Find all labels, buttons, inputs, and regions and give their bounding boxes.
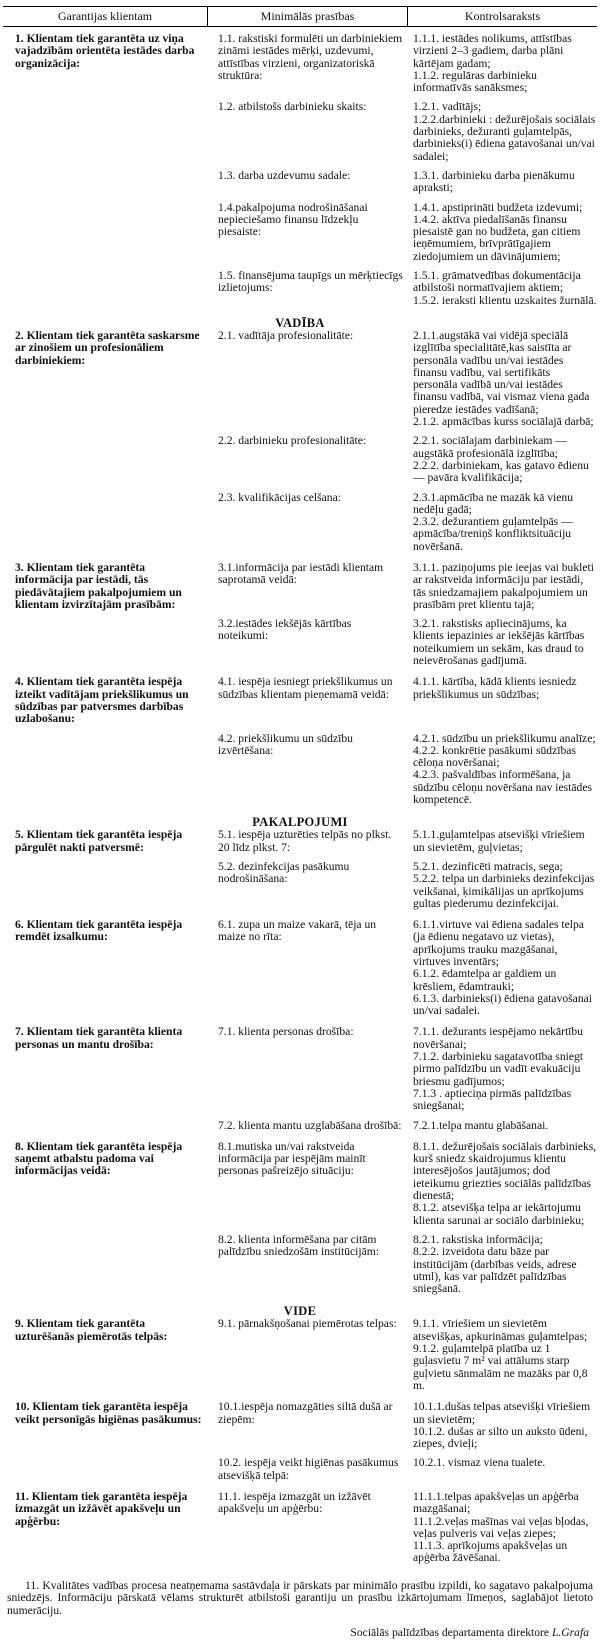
header-requirements: Minimālās prasības [208, 7, 408, 26]
checklist-item: 1.5.1. grāmatvedības dokumentācija atbilstoši normatīvajiem aktiem; [413, 269, 581, 295]
table-row [3, 618, 597, 667]
section-title: VIDE [283, 1304, 317, 1319]
table-row [3, 562, 597, 611]
requirement-cell: 2.3. kvalifikācijas celšana: [218, 490, 341, 504]
checklist-cell [408, 676, 597, 725]
checklist-cell [408, 733, 597, 807]
guarantee-cell: 10. Klientam tiek garantēta iespēja veikt personīgās higiēnas pasākumus: [15, 1400, 202, 1426]
empty-cell [3, 270, 208, 307]
requirement-cell: 3.2.iestādes iekšējās kārtības noteikumi: [218, 617, 352, 643]
checklist-item: 10.1.1.dušas telpas atsevišķi vīriešiem un sievietēm; [413, 1400, 591, 1426]
requirement-cell: 5.1. iespēja uzturēties telpās no plkst. 20 līdz plkst. 7: [218, 828, 392, 854]
checklist-item: 1.4.2. aktīva piedalīšanās finansu piesaistē gan no budžeta, gan citiem ieņēmumiem, brīvprātīgajiem ziedojumiem un dāvinājumiem; [413, 212, 581, 263]
table-row [3, 330, 597, 428]
empty-cell [3, 1120, 208, 1132]
checklist-item: 8.2.2. izveidota datu bāze par institūcijām (darbības veids, adrese utml), kas var palīdzēt palīdzības sniegšanā. [413, 1245, 577, 1296]
empty-cell [3, 170, 208, 195]
checklist-cell [408, 1401, 597, 1450]
requirement-cell: 1.1. rakstiski formulēti un darbiniekiem zināmi iestādes mērķi, uzdevumi, attīstības virzieni, organizatoriskā struktūra: [218, 32, 403, 82]
empty-cell [3, 492, 208, 553]
guarantee-cell: 2. Klientam tiek garantēta saskarsme ar zinošiem un profesionāliem darbiniekiem: [15, 328, 200, 367]
requirement-cell: 4.2. priekšlikumu un sūdzību izvērtēšana: [218, 731, 353, 757]
checklist-item: 4.2.2. konkrētie pasākumi sūdzības cēloņa novēršanai; [413, 743, 576, 770]
guarantee-cell: 3. Klientam tiek garantēta informācija par iestādi, tās piedāvātajiem pakalpojumiem un klientam izvirzītajām prasībām: [15, 560, 182, 611]
checklist-cell [408, 829, 597, 854]
guarantee-cell: 9. Klientam tiek garantēta uzturēšanās piemērotās telpās: [15, 1317, 168, 1343]
checklist-cell [408, 435, 597, 484]
requirement-cell: 1.3. darba uzdevumu sadale: [218, 168, 351, 182]
section-title: VADĪBA [275, 315, 325, 330]
table-body [3, 27, 597, 1574]
requirement-cell: 5.2. dezinfekcijas pasākumu nodrošināšana: [218, 859, 350, 886]
header-guarantees: Garantijas klientam [3, 7, 208, 26]
checklist-cell [408, 1491, 597, 1565]
checklist-item: 6.1.1.virtuve vai ēdiena sadales telpa (ja ēdienu negatavo uz vietas), aprīkojums trauku mazgāšanai, virtuves inventārs; [413, 918, 584, 968]
guarantee-cell: 7. Klientam tiek garantēta klienta personas un mantu drošība: [15, 1025, 183, 1051]
table-row [3, 101, 597, 162]
guarantee-cell: 1. Klientam tiek garantēta uz viņa vajadzībām orientēta iestādes darba organizācija: [15, 32, 195, 70]
checklist-item: 3.1.1. paziņojums pie ieejas vai bukleti ar rakstveida informāciju par iestādi, tās sniedzamajiem pakalpojumiem un prasībām pret klientu tajā; [413, 560, 594, 611]
checklist-item: 9.1.2. guļamtelpā platība uz 1 guļasvietu 7 m² vai attālums starp guļvietu sānmalām ne mazāks par 0,8 m. [413, 1342, 588, 1392]
requirement-cell: 6.1. zupa un maize vakarā, tēja un maize no rīta: [218, 918, 377, 944]
requirement-cell: 8.2. klienta informēšana par citām palīdzību sniedzošām institūcijām: [218, 1232, 379, 1259]
guarantee-cell: 8. Klientam tiek garantēta iespēja saņemt atbalstu padoma vai informācijas veidā: [15, 1139, 183, 1178]
checklist-item: 10.2.1. vismaz viena tualete. [413, 1456, 546, 1470]
requirement-cell: 7.1. klienta personas drošība: [218, 1025, 354, 1039]
checklist-item: 9.1.1. vīriešiem un sievietēm atsevišķas, apkurināmas guļamtelpas; [413, 1317, 588, 1343]
table-row [3, 919, 597, 1017]
table-row [3, 270, 597, 307]
checklist-item: 8.1.1. dežurējošais sociālais darbinieks, kurš sniedz skaidrojumus klientu interesējošos jautājumos; dod ieteikumu griezties sociālās palīdzības dienestā; [413, 1139, 597, 1203]
requirement-cell: 10.1.iespēja nomazgāties siltā dušā ar ziepēm: [218, 1400, 393, 1426]
signature-title: Sociālās palīdzības departamenta direktore [350, 1626, 550, 1640]
checklist-cell [408, 101, 597, 162]
table-row [3, 676, 597, 725]
checklist-item: 2.1.1.augstākā vai vidējā speciālā izglītība specialitātē,kas saistīta ar personāla vadību un/vai iestādes finansu vadību, vai sertifikāts personāla vadībā un/vai iestādes finansu vadībā, vai vismaz viena gada pieredze iestādes vadīšanā; [413, 328, 590, 416]
checklist-cell [408, 1120, 597, 1132]
empty-cell [3, 618, 208, 667]
checklist-cell [408, 1457, 597, 1482]
empty-cell [3, 1457, 208, 1482]
signature-name: L.Grafa [551, 1626, 589, 1640]
checklist-item: 1.1.1. iestādes nolikums, attīstības virzieni 2–3 gadiem, darba plāni kārtējam gadam; [413, 32, 572, 70]
checklist-item: 11.1.1.telpas apakšveļas un apģērba mazgāšanai; [413, 1489, 579, 1516]
empty-cell [3, 733, 208, 807]
checklist-cell [408, 1234, 597, 1295]
checklist-item: 10.1.2. dušas ar silto un auksto ūdeni, ziepes, dvieļi; [413, 1424, 588, 1451]
checklist-item: 6.1.3. darbinieks(i) ēdiena gatavošanai un/vai sadalei. [413, 991, 592, 1018]
empty-cell [3, 101, 208, 162]
requirement-cell: 1.4.pakalpojuma nodrošināšanai nepieciešamo finansu līdzekļu piesaiste: [218, 200, 368, 239]
guarantee-cell: 5. Klientam tiek garantēta iespēja pārgulēt nakti patversmē: [15, 828, 183, 854]
checklist-item: 2.3.1.apmācība ne mazāk kā vienu nedēļu gadā; [413, 490, 573, 516]
checklist-cell [408, 618, 597, 667]
checklist-item: 1.3.1. darbinieku darba pienākumu apraksti; [413, 168, 575, 195]
checklist-item: 7.1.3 . aptieciņa pirmās palīdzības sniegšanai; [413, 1086, 572, 1113]
checklist-item: 6.1.2. ēdamtelpa ar galdiem un krēsliem, ēdamtrauki; [413, 967, 557, 993]
checklist-cell [408, 330, 597, 428]
requirement-cell: 9.1. pārnakšņošanai piemērotas telpas: [218, 1317, 397, 1331]
empty-cell [3, 435, 208, 484]
checklist-item: 7.2.1.telpa mantu glabāšanai. [413, 1118, 549, 1132]
checklist-cell [408, 202, 597, 263]
table-row [3, 861, 597, 910]
checklist-item: 11.1.2.veļas mašīnas vai veļas bļodas, veļas pulveris vai veļas ziepes; [413, 1514, 589, 1540]
table-row [3, 1401, 597, 1450]
checklist-item: 4.2.1. sūdzību un priekšlikumu analīze; [413, 731, 596, 745]
checklist-item: 2.1.2. apmācības kurss sociālajā darbā; [413, 415, 594, 429]
checklist-cell [408, 562, 597, 611]
empty-cell [3, 202, 208, 263]
checklist-item: 1.2.1. vadītājs; [413, 100, 482, 114]
table-row [3, 1234, 597, 1295]
checklist-item: 4.2.3. pašvaldības informēšana, ja sūdzību cēloņu novēršana nav iestādes kompetencē. [413, 768, 593, 807]
checklist-item: 8.2.1. rakstiska informācija; [413, 1232, 543, 1246]
checklist-item: 7.1.1. dežurants iespējamo nekārtību novēršanai; [413, 1025, 583, 1051]
checklist-item: 5.1.1.guļamtelpas atsevišķi vīriešiem un sievietēm, guļvietas; [413, 828, 585, 854]
table-row [3, 1491, 597, 1565]
requirement-cell: 1.5. finansējuma taupīgs un mērķtiecīgs izlietojums: [218, 269, 403, 295]
checklist-cell [408, 492, 597, 553]
table-row [3, 33, 597, 94]
checklist-cell [408, 919, 597, 1017]
section-title: PAKALPOJUMI [252, 815, 348, 830]
requirement-cell: 2.2. darbinieku profesionalitāte: [218, 434, 367, 448]
checklist-item: 1.4.1. apstiprināti budžeta izdevumi; [413, 200, 583, 214]
table-row [3, 829, 597, 854]
guarantee-cell: 4. Klientam tiek garantēta iespēja izteikt vadītājam priekšlikumus un sūdzības par patversmes darbības uzlabošanu: [15, 675, 189, 726]
empty-cell [3, 861, 208, 910]
footer-note: 11. Kvalitātes vadības procesa neatņemama sastāvdaļa ir pārskats par minimālo prasību izpildi, ko sagatavo pakalpojuma sniedzējs. Informāciju pārskatā vēlams strukturēt atbilstoši garantiju un prasību izkārtojumam līmeņos, saglabājot lietoto numerāciju. [7, 1578, 593, 1617]
requirement-cell: 11.1. iespēja izmazgāt un izžāvēt apakšveļu un apģērbu: [218, 1489, 371, 1516]
checklist-item: 2.2.2. darbiniekam, kas gatavo ēdienu — pavāra kvalifikācija; [413, 458, 589, 485]
header-checklist: Kontrolsaraksts [464, 9, 541, 23]
requirement-cell: 4.1. iespēja iesniegt priekšlikumus un sūdzības klientam pieņemamā veidā: [218, 675, 393, 701]
table-header [3, 6, 597, 27]
table-row [3, 492, 597, 553]
checklist-cell [408, 861, 597, 910]
requirement-cell: 3.1.informācija par iestādi klientam saprotamā veidā: [218, 560, 384, 587]
checklist-cell [408, 33, 597, 94]
checklist-item: 8.1.2. atsevišķa telpa ar iekārtojumu klienta sarunai ar sociālo darbinieku; [413, 1201, 585, 1227]
checklist-item: 7.1.2. darbinieku sagatavotība sniegt pirmo palīdzību un vadīt evakuāciju briesmu gadījumos; [413, 1050, 584, 1088]
table-row [3, 1318, 597, 1392]
table-row [3, 1026, 597, 1112]
table-row [3, 202, 597, 263]
requirement-cell: 2.1. vadītāja profesionalitāte: [218, 328, 354, 342]
checklist-item: 2.3.2. dežurantiem guļamtelpās — apmācība/treniņš konfliktsituāciju novēršanā. [413, 515, 573, 553]
table-row [3, 170, 597, 195]
checklist-item: 1.2.2.darbinieki : dežurējošais sociālais darbinieks, dežuranti guļamtelpās, darbinieks(i) ēdiena gatavošanai un/vai sadalei; [413, 112, 596, 163]
empty-cell [3, 1234, 208, 1295]
signature [3, 1617, 597, 1639]
table-row [3, 1120, 597, 1132]
requirement-cell: 10.2. iespēja veikt higiēnas pasākumus atsevišķā telpā: [218, 1456, 399, 1482]
checklist-item: 5.2.2. telpa un darbinieks dezinfekcijas veikšanai, ķimikālijas un aprīkojums gultas piederumu dezinfekcijai. [413, 872, 595, 910]
checklist-item: 3.2.1. rakstisks apliecinājums, ka klients iepazinies ar iekšējās kārtības noteikumiem un sekām, kas draud to neievērošanas gadījumā. [413, 617, 585, 668]
requirement-cell: 7.2. klienta mantu uzglabāšana drošībā: [218, 1118, 402, 1132]
table-row [3, 1141, 597, 1227]
checklist-item: 2.2.1. sociālajam darbiniekam — augstākā profesionālā izglītība; [413, 434, 567, 460]
checklist-item: 4.1.1. kārtība, kādā klients iesniedz priekšlikumus un sūdzības; [413, 675, 577, 701]
requirement-cell: 1.2. atbilstošs darbinieku skaits: [218, 100, 367, 114]
guarantee-cell: 11. Klientam tiek garantēta iespēja izmazgāt un izžāvēt apakšveļu un apģērbu: [15, 1489, 188, 1528]
document [3, 6, 597, 1640]
guarantee-cell: 6. Klientam tiek garantēta iespēja remdēt izsalkumu: [15, 918, 183, 944]
checklist-cell [408, 270, 597, 307]
table-row [3, 733, 597, 807]
checklist-cell [408, 1026, 597, 1112]
checklist-item: 11.1.3. aprīkojums apakšveļas un apģērba žāvēšanai. [413, 1539, 568, 1565]
checklist-item: 1.5.2. ieraksti klientu uzskaites žurnālā. [413, 293, 597, 307]
checklist-item: 5.2.1. dezinficēti matracis, sega; [413, 859, 563, 873]
requirement-cell: 8.1.mutiska un/vai rakstveida informācija par iespējām mainīt personas pašreizējo situāciju: [218, 1139, 366, 1178]
checklist-cell [408, 1141, 597, 1227]
table-row [3, 1457, 597, 1482]
checklist-cell [408, 1318, 597, 1392]
checklist-cell [408, 170, 597, 195]
table-row [3, 435, 597, 484]
checklist-item: 1.1.2. regulāras darbinieku informatīvās sanāksmes; [413, 68, 537, 95]
